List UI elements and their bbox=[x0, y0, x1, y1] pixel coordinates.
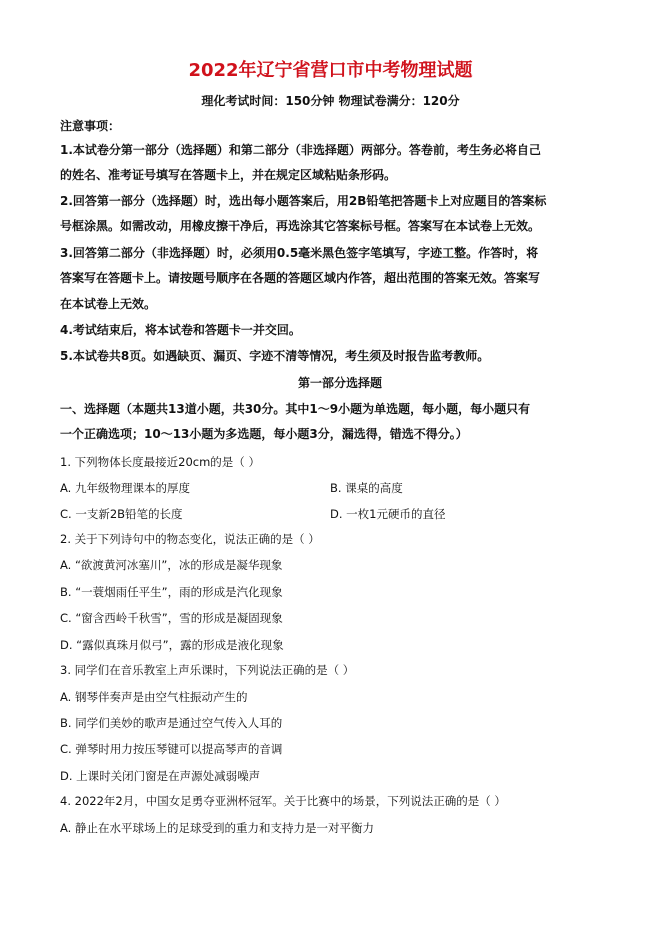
notice-line: 5.本试卷共8页。如遇缺页、漏页、字迹不清等情况，考生须及时报告监考教师。 bbox=[60, 349, 490, 363]
notice-line: 的姓名、准考证号填写在答题卡上，并在规定区域粘贴条形码。 bbox=[60, 168, 397, 182]
option-2b: B. “一蓑烟雨任平生”，雨的形成是汽化现象 bbox=[60, 585, 283, 599]
notice-line: 在本试卷上无效。 bbox=[60, 297, 157, 311]
option-1a: A. 九年级物理课本的厚度 bbox=[60, 481, 190, 495]
part-heading: 第一部分选择题 bbox=[297, 376, 382, 390]
question-stem-3: 3. 同学们在音乐教室上声乐课时，下列说法正确的是（ ） bbox=[60, 663, 355, 677]
notice-line: 2.回答第一部分（选择题）时，选出每小题答案后，用2B铅笔把答题卡上对应题目的答案标 bbox=[60, 194, 547, 208]
option-3a: A. 钢琴伴奏声是由空气柱振动产生的 bbox=[60, 690, 248, 704]
option-4a: A. 静止在水平球场上的足球受到的重力和支持力是一对平衡力 bbox=[60, 821, 374, 835]
notice-line: 1.本试卷分第一部分（选择题）和第二部分（非选择题）两部分。答卷前，考生务必将自己 bbox=[60, 143, 541, 157]
notice-line: 答案写在答题卡上。请按题号顺序在各题的答题区域内作答，超出范围的答案无效。答案写 bbox=[60, 271, 541, 285]
question-stem-2: 2. 关于下列诗句中的物态变化，说法正确的是（ ） bbox=[60, 532, 320, 546]
notice-line: 4.考试结束后，将本试卷和答题卡一并交回。 bbox=[60, 323, 301, 337]
question-stem-1: 1. 下列物体长度最接近20cm的是（ ） bbox=[60, 455, 260, 469]
page-title: 2022年辽宁省营口市中考物理试题 bbox=[188, 60, 473, 81]
exam-time-info: 理化考试时间：150分钟 物理试卷满分：120分 bbox=[201, 94, 460, 108]
section-instructions: 一个正确选项；10～13小题为多选题，每小题3分，漏选得，错选不得分。） bbox=[60, 427, 468, 441]
option-2d: D. “露似真珠月似弓”，露的形成是液化现象 bbox=[60, 638, 284, 652]
option-1d: D. 一枚1元硬币的直径 bbox=[330, 507, 446, 521]
option-3c: C. 弹琴时用力按压琴键可以提高琴声的音调 bbox=[60, 742, 283, 756]
question-stem-4: 4. 2022年2月，中国女足勇夺亚洲杯冠军。关于比赛中的场景，下列说法正确的是（ ） bbox=[60, 794, 506, 808]
notice-line: 号框涂黑。如需改动，用橡皮擦干净后，再选涂其它答案标号框。答案写在本试卷上无效。 bbox=[60, 219, 541, 233]
option-2c: C. “窗含西岭千秋雪”，雪的形成是凝固现象 bbox=[60, 611, 283, 625]
option-3b: B. 同学们美妙的歌声是通过空气传入人耳的 bbox=[60, 716, 283, 730]
section-instructions: 一、选择题（本题共13道小题，共30分。其中1～9小题为单选题，每小题，每小题只有 bbox=[60, 402, 531, 416]
notice-heading: 注意事项： bbox=[60, 119, 121, 133]
option-1c: C. 一支新2B铅笔的长度 bbox=[60, 507, 183, 521]
option-3d: D. 上课时关闭门窗是在声源处减弱噪声 bbox=[60, 769, 261, 783]
option-2a: A. “欲渡黄河冰塞川”，冰的形成是凝华现象 bbox=[60, 558, 283, 572]
notice-line: 3.回答第二部分（非选择题）时，必须用0.5毫米黑色签字笔填写，字迹工整。作答时，将 bbox=[60, 246, 539, 260]
option-1b: B. 课桌的高度 bbox=[330, 481, 403, 495]
